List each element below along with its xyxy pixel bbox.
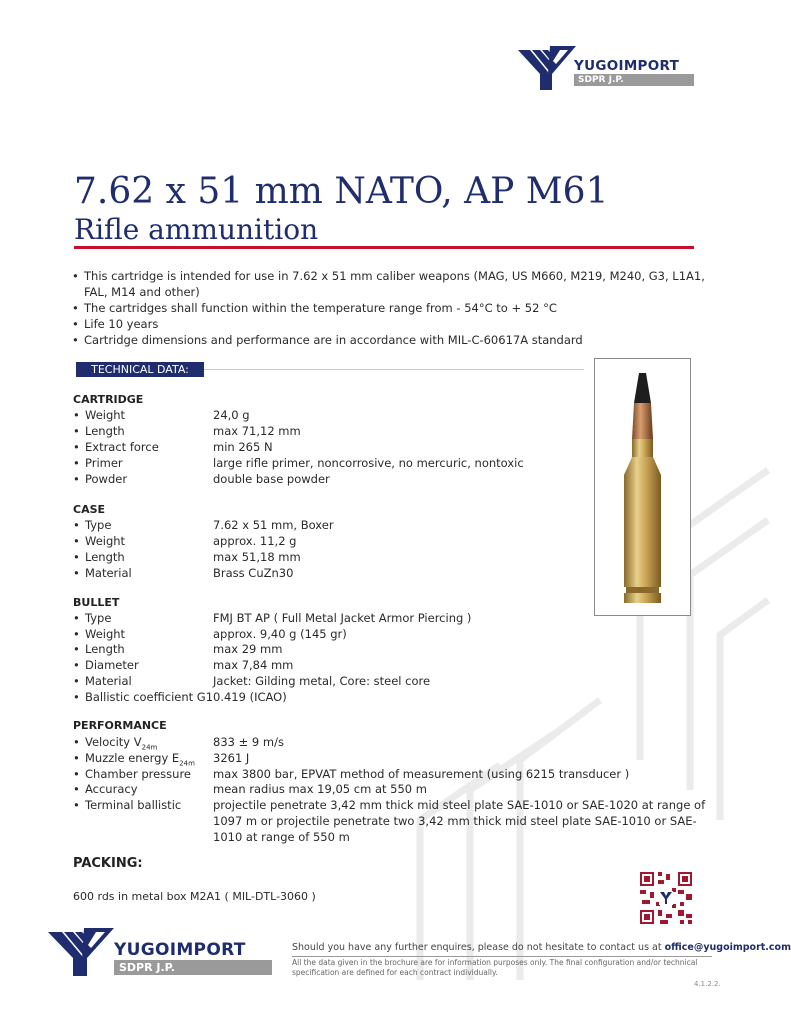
row-value: 24,0 g — [213, 408, 250, 422]
row-key: Type — [85, 518, 112, 532]
row-value: max 3800 bar, EPVAT method of measurement (using 6215 transducer ) — [213, 767, 630, 781]
footer-logo — [48, 928, 274, 976]
technical-data-label: TECHNICAL DATA: — [76, 362, 204, 377]
intro-item: • This cartridge is intended for use in 7.62 x 51 mm caliber weapons (MAG, US M660, M219, M240, G3, L1A1, FAL, M14 and other) — [70, 268, 710, 300]
bullet-section-title: BULLET — [73, 596, 120, 609]
footer-logo-name: YUGOIMPORT — [114, 940, 246, 960]
row-value: 7.62 x 51 mm, Boxer — [213, 518, 334, 532]
row-value: Brass CuZn30 — [213, 566, 294, 580]
row-key: Diameter — [85, 658, 139, 672]
row-key: Velocity V — [85, 735, 142, 749]
packing-text: 600 rds in metal box M2A1 ( MIL-DTL-3060 ) — [73, 890, 316, 903]
intro-item: • Cartridge dimensions and performance are in accordance with MIL-C-60617A standard — [70, 332, 710, 348]
row-key: Muzzle energy E — [85, 751, 180, 765]
intro-list — [70, 268, 710, 348]
row-key: Accuracy — [85, 782, 138, 796]
yugoimport-emblem-icon — [48, 928, 114, 976]
cartridge-section-title: CARTRIDGE — [73, 393, 144, 406]
row-key: Length — [85, 550, 125, 564]
page-subtitle: Rifle ammunition — [74, 213, 319, 246]
page-title: 7.62 x 51 mm NATO, AP M61 — [74, 171, 609, 212]
cartridge-illustration-icon — [595, 359, 690, 615]
row-value: approx. 9,40 g (145 gr) — [213, 627, 347, 641]
row-key: Material — [85, 674, 132, 688]
footer-email-link[interactable]: office@yugoimport.com — [664, 942, 791, 953]
header-logo-sub: SDPR J.P. — [574, 74, 694, 86]
cartridge-photo — [594, 358, 691, 616]
qr-code-icon — [638, 870, 694, 926]
row-value: max 51,18 mm — [213, 550, 301, 564]
row-value: max 71,12 mm — [213, 424, 301, 438]
footer-disclaimer: All the data given in the brochure are for information purposes only. The final configuration and/or technical specification are defined for each contract individually. — [292, 958, 698, 977]
row-key: Material — [85, 566, 132, 580]
row-key: Powder — [85, 472, 128, 486]
footer-divider — [292, 956, 712, 957]
row-key: Primer — [85, 456, 123, 470]
row-key: Chamber pressure — [85, 767, 191, 781]
performance-section-title: PERFORMANCE — [73, 719, 167, 732]
header-logo-name: YUGOIMPORT — [574, 58, 680, 74]
row-value: projectile penetrate 3,42 mm thick mid steel plate SAE-1010 or SAE-1020 at range of 1097 m or projectile penetrate two 3,42 mm thick mid steel plate SAE-1010 or SAE-1010 at range of 550 m — [213, 798, 706, 844]
yugoimport-emblem-icon — [518, 46, 576, 90]
row-key: Ballistic coefficient G1 — [85, 690, 214, 704]
footer-contact — [292, 942, 791, 953]
document-code: 4.1.2.2. — [694, 980, 721, 988]
row-value: Jacket: Gilding metal, Core: steel core — [213, 674, 431, 688]
row-value: 0.419 (ICAO) — [213, 690, 287, 704]
row-key: Weight — [85, 534, 126, 548]
intro-item: • Life 10 years — [70, 316, 710, 332]
packing-title: PACKING: — [73, 856, 143, 871]
row-key: Terminal ballistic — [85, 798, 182, 812]
row-key-subscript: 24m — [179, 759, 195, 768]
technical-data-divider — [204, 369, 584, 370]
row-key: Extract force — [85, 440, 159, 454]
row-key-subscript: 24m — [141, 743, 158, 752]
row-value: max 29 mm — [213, 642, 283, 656]
row-key: Weight — [85, 408, 126, 422]
row-value: approx. 11,2 g — [213, 534, 297, 548]
row-value: max 7,84 mm — [213, 658, 294, 672]
intro-item: • The cartridges shall function within the temperature range from - 54°C to + 52 °C — [70, 300, 710, 316]
header-logo — [518, 46, 696, 90]
row-value: FMJ BT AP ( Full Metal Jacket Armor Piercing ) — [213, 611, 472, 625]
row-value: min 265 N — [213, 440, 273, 454]
case-section-title: CASE — [73, 503, 106, 516]
row-key: Weight — [85, 627, 126, 641]
row-key: Length — [85, 642, 125, 656]
row-value: mean radius max 19,05 cm at 550 m — [213, 782, 427, 796]
row-value: double base powder — [213, 472, 330, 486]
title-divider — [74, 246, 694, 249]
row-value: 3261 J — [213, 751, 250, 765]
row-value: 833 ± 9 m/s — [213, 735, 284, 749]
row-key: Length — [85, 424, 125, 438]
row-value: large rifle primer, noncorrosive, no mercuric, nontoxic — [213, 456, 524, 470]
footer-logo-sub: SDPR J.P. — [114, 960, 272, 975]
row-key: Type — [85, 611, 112, 625]
footer-contact-text: Should you have any further enquires, please do not hesitate to contact us at — [292, 942, 662, 953]
